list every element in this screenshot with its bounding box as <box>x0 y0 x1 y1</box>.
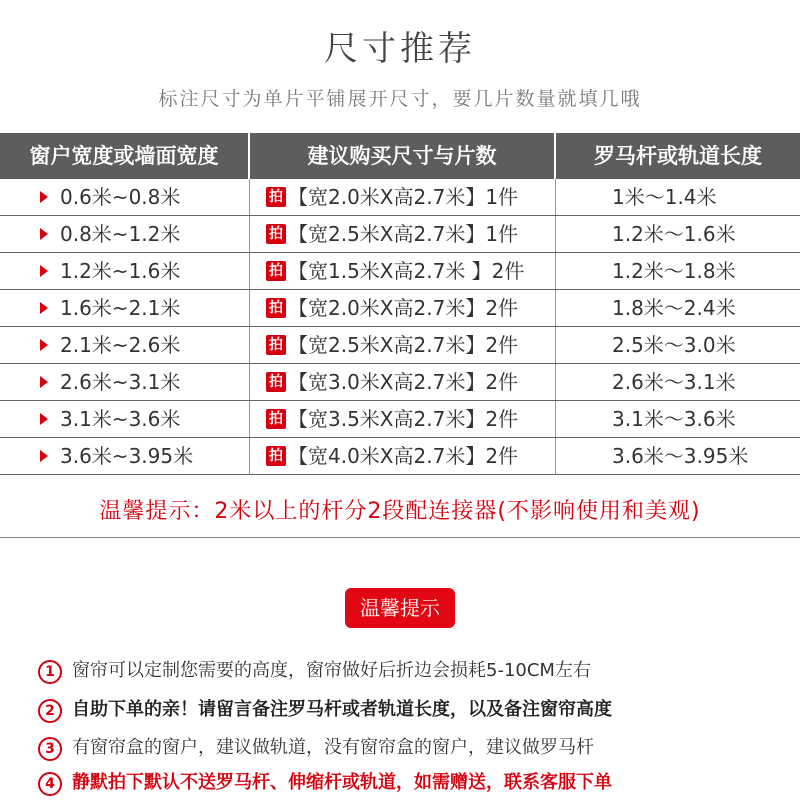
column-divider <box>249 179 250 215</box>
pai-badge-icon: 拍 <box>266 372 286 392</box>
cell-suggested-size <box>266 253 556 289</box>
cell-text: 【宽2.0米X高2.7米】1件 <box>288 185 519 209</box>
cell-window-width <box>40 216 250 252</box>
cell-text: 3.1米~3.6米 <box>60 407 181 431</box>
column-divider <box>555 327 556 363</box>
cell-window-width <box>40 438 250 474</box>
pai-badge-icon: 拍 <box>266 409 286 429</box>
circled-number-icon: 1 <box>38 660 62 684</box>
cell-rod-length: 1.2米～1.8米 <box>612 259 736 283</box>
cell-window-width <box>40 364 250 400</box>
column-divider <box>249 216 250 252</box>
column-divider <box>249 401 250 437</box>
page-title: 尺寸推荐 <box>324 29 476 69</box>
cell-window-width <box>40 253 250 289</box>
cell-suggested-size <box>266 216 556 252</box>
circled-number-icon: 3 <box>38 737 62 761</box>
header-rod-length: 罗马杆或轨道长度 <box>594 143 762 168</box>
column-divider <box>555 438 556 474</box>
pai-badge-icon: 拍 <box>266 446 286 466</box>
cell-text: 【宽4.0米X高2.7米】2件 <box>288 444 519 468</box>
pai-badge-icon: 拍 <box>266 261 286 281</box>
pai-badge-icon: 拍 <box>266 298 286 318</box>
cell-text: 2.1米~2.6米 <box>60 333 181 357</box>
note-text: 静默拍下默认不送罗马杆、伸缩杆或轨道，如需赠送，联系客服下单 <box>72 772 612 793</box>
cell-rod-length: 1米～1.4米 <box>612 185 717 209</box>
pai-badge-icon: 拍 <box>266 187 286 207</box>
cell-text: 【宽3.5米X高2.7米】2件 <box>288 407 519 431</box>
cell-suggested-size <box>266 401 556 437</box>
column-divider <box>249 327 250 363</box>
page-subtitle: 标注尺寸为单片平铺展开尺寸，要几片数量就填几哦 <box>158 88 642 110</box>
note-text: 自助下单的亲！请留言备注罗马杆或者轨道长度，以及备注窗帘高度 <box>72 699 612 720</box>
header-suggested-size: 建议购买尺寸与片数 <box>307 143 497 168</box>
cell-text: 0.6米~0.8米 <box>60 185 181 209</box>
divider <box>0 537 800 538</box>
cell-suggested-size <box>266 179 556 215</box>
pai-badge-icon: 拍 <box>266 335 286 355</box>
table-row <box>0 327 800 364</box>
cell-window-width <box>40 401 250 437</box>
table-row <box>0 364 800 401</box>
cell-rod-length: 2.6米～3.1米 <box>612 370 736 394</box>
cell-window-width <box>40 179 250 215</box>
cell-text: 1.2米~1.6米 <box>60 259 181 283</box>
cell-text: 1.6米~2.1米 <box>60 296 181 320</box>
header-window-width: 窗户宽度或墙面宽度 <box>29 143 219 168</box>
cell-rod-length: 2.5米～3.0米 <box>612 333 736 357</box>
table-row <box>0 253 800 290</box>
column-divider <box>249 438 250 474</box>
cell-window-width <box>40 290 250 326</box>
table-row <box>0 401 800 438</box>
table-row <box>0 290 800 327</box>
table-header <box>0 133 800 179</box>
column-divider <box>555 253 556 289</box>
cell-text: 2.6米~3.1米 <box>60 370 181 394</box>
rod-connector-tip: 温馨提示：2米以上的杆分2段配连接器(不影响使用和美观) <box>99 499 701 524</box>
circled-number-icon: 2 <box>38 699 62 723</box>
cell-text: 【宽1.5米X高2.7米 】2件 <box>288 259 525 283</box>
column-divider <box>555 216 556 252</box>
cell-text: 【宽3.0米X高2.7米】2件 <box>288 370 519 394</box>
cell-text: 【宽2.5米X高2.7米】2件 <box>288 333 519 357</box>
cell-rod-length: 1.2米～1.6米 <box>612 222 736 246</box>
column-divider <box>555 179 556 215</box>
cell-text: 【宽2.0米X高2.7米】2件 <box>288 296 519 320</box>
column-divider <box>249 290 250 326</box>
cell-text: 0.8米~1.2米 <box>60 222 181 246</box>
cell-rod-length: 3.6米～3.95米 <box>612 444 749 468</box>
cell-suggested-size <box>266 327 556 363</box>
cell-suggested-size <box>266 438 556 474</box>
column-divider <box>555 364 556 400</box>
circled-number-icon: 4 <box>38 772 62 796</box>
table-row <box>0 438 800 475</box>
table-row <box>0 179 800 216</box>
note-text: 有窗帘盒的窗户，建议做轨道，没有窗帘盒的窗户，建议做罗马杆 <box>72 737 594 758</box>
tips-badge: 温馨提示 <box>345 588 455 628</box>
cell-rod-length: 3.1米～3.6米 <box>612 407 736 431</box>
cell-suggested-size <box>266 364 556 400</box>
pai-badge-icon: 拍 <box>266 224 286 244</box>
cell-text: 3.6米~3.95米 <box>60 444 194 468</box>
column-divider <box>249 364 250 400</box>
column-divider <box>555 401 556 437</box>
cell-window-width <box>40 327 250 363</box>
cell-rod-length: 1.8米～2.4米 <box>612 296 736 320</box>
cell-text: 【宽2.5米X高2.7米】1件 <box>288 222 519 246</box>
column-divider <box>249 253 250 289</box>
table-row <box>0 216 800 253</box>
note-text: 窗帘可以定制您需要的高度，窗帘做好后折边会损耗5-10CM左右 <box>72 660 591 681</box>
cell-suggested-size <box>266 290 556 326</box>
column-divider <box>555 290 556 326</box>
